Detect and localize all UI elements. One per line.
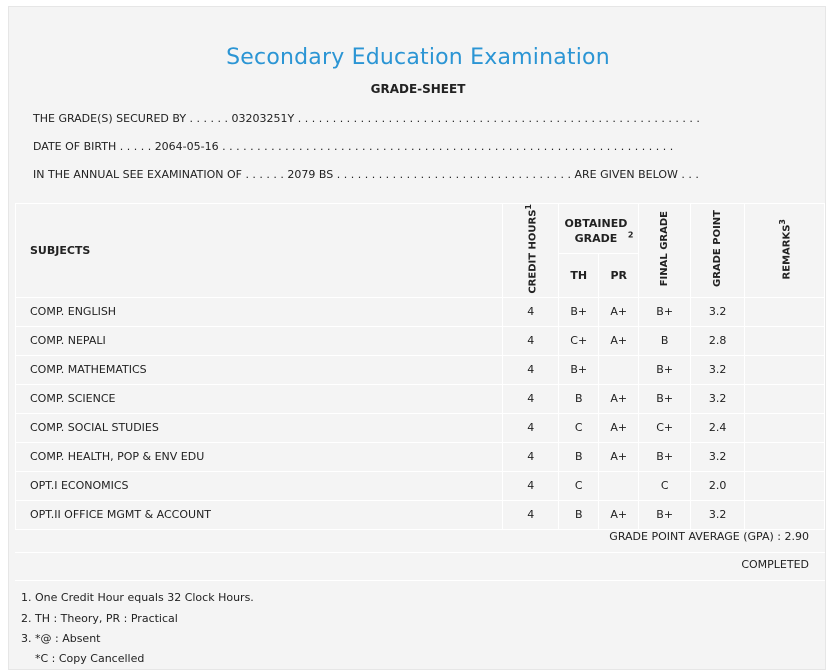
subject-cell: COMP. SOCIAL STUDIES: [16, 413, 503, 442]
pr-grade-cell: A+: [599, 500, 639, 529]
note-1: 1. One Credit Hour equals 32 Clock Hours.: [21, 591, 254, 604]
remarks-cell: [745, 297, 825, 326]
credit-cell: 4: [503, 326, 559, 355]
grade-point-cell: 2.4: [691, 413, 745, 442]
page-subtitle: GRADE-SHEET: [370, 82, 466, 96]
th-grade-cell: B: [559, 500, 599, 529]
dob-value: 2064-05-16: [154, 140, 219, 153]
secured-by-line: [33, 112, 700, 125]
table-row: [16, 326, 825, 355]
pr-grade-cell: A+: [599, 413, 639, 442]
th-grade-cell: B+: [559, 355, 599, 384]
note-3: 3. *@ : Absent: [21, 632, 101, 645]
th-grade-cell: B: [559, 442, 599, 471]
grade-point-cell: 3.2: [691, 442, 745, 471]
final-grade-cell: B: [639, 326, 691, 355]
table-row: [16, 442, 825, 471]
note-4: *C : Copy Cancelled: [35, 652, 145, 665]
grade-point-cell: 2.8: [691, 326, 745, 355]
secured-by-dots: . . . . . . . . . . . . . . . . . . . . . . . . . . . . . . . . . . . . . . . . . . . . . . . . . . . . . . . . . .: [297, 112, 700, 125]
note-2: 2. TH : Theory, PR : Practical: [21, 612, 178, 625]
dob-dots: . . . . . . . . . . . . . . . . . . . . . . . . . . . . . . . . . . . . . . . . . . . . . . . . . . . . . . . . . . . . . . . . .: [222, 140, 674, 153]
subject-cell: OPT.I ECONOMICS: [16, 471, 503, 500]
pr-grade-cell: A+: [599, 297, 639, 326]
divider: [15, 552, 825, 553]
subject-cell: COMP. SCIENCE: [16, 384, 503, 413]
exam-year: 2079 BS: [287, 168, 334, 181]
header-final-text: FINAL GRADE: [659, 211, 671, 287]
credit-cell: 4: [503, 297, 559, 326]
secured-by-label: THE GRADE(S) SECURED BY . . . . . .: [33, 112, 229, 125]
remarks-cell: [745, 384, 825, 413]
final-grade-cell: C: [639, 471, 691, 500]
subject-cell: COMP. NEPALI: [16, 326, 503, 355]
gpa-summary: GRADE POINT AVERAGE (GPA) : 2.90: [609, 530, 809, 543]
exam-line: [33, 168, 699, 181]
th-grade-cell: C: [559, 413, 599, 442]
grade-point-cell: 3.2: [691, 384, 745, 413]
header-final-grade: [639, 204, 691, 298]
grade-point-cell: 3.2: [691, 355, 745, 384]
th-grade-cell: B+: [559, 297, 599, 326]
grades-table: [15, 203, 825, 530]
remarks-cell: [745, 471, 825, 500]
header-obtained-grade: [559, 204, 639, 254]
final-grade-cell: B+: [639, 355, 691, 384]
pr-grade-cell: [599, 355, 639, 384]
header-th: TH: [559, 254, 599, 297]
credit-cell: 4: [503, 442, 559, 471]
final-grade-cell: C+: [639, 413, 691, 442]
header-obtained-text: OBTAINED GRADE: [564, 216, 628, 245]
credit-cell: 4: [503, 384, 559, 413]
remarks-cell: [745, 442, 825, 471]
pr-grade-cell: A+: [599, 384, 639, 413]
pr-grade-cell: A+: [599, 442, 639, 471]
exam-dots: . . . . . . . . . . . . . . . . . . . . . . . . . . . . . . . . . . ARE GIVEN BELOW . . .: [336, 168, 699, 181]
dob-label: DATE OF BIRTH . . . . .: [33, 140, 152, 153]
credit-cell: 4: [503, 471, 559, 500]
credit-cell: 4: [503, 355, 559, 384]
symbol-number: 03203251Y: [231, 112, 295, 125]
grade-point-cell: 3.2: [691, 297, 745, 326]
header-subjects: SUBJECTS: [16, 204, 503, 298]
divider: [15, 580, 825, 581]
exam-label: IN THE ANNUAL SEE EXAMINATION OF . . . . . .: [33, 168, 284, 181]
status-text: COMPLETED: [741, 558, 809, 571]
subject-cell: COMP. ENGLISH: [16, 297, 503, 326]
header-remarks-sup: 3: [777, 218, 787, 225]
remarks-cell: [745, 413, 825, 442]
header-grade-point: [691, 204, 745, 298]
subject-cell: COMP. MATHEMATICS: [16, 355, 503, 384]
th-grade-cell: B: [559, 384, 599, 413]
header-credit-sup: 1: [524, 204, 534, 210]
remarks-cell: [745, 500, 825, 529]
remarks-cell: [745, 355, 825, 384]
credit-cell: 4: [503, 413, 559, 442]
table-row: [16, 500, 825, 529]
header-gp-text: GRADE POINT: [712, 210, 724, 288]
dob-line: [33, 140, 673, 153]
pr-grade-cell: [599, 471, 639, 500]
table-row: [16, 297, 825, 326]
table-row: [16, 413, 825, 442]
th-grade-cell: C+: [559, 326, 599, 355]
header-credit-hours-text: CREDIT HOURS: [527, 209, 539, 294]
pr-grade-cell: A+: [599, 326, 639, 355]
final-grade-cell: B+: [639, 384, 691, 413]
table-row: [16, 384, 825, 413]
page-title: Secondary Education Examination: [226, 45, 610, 70]
final-grade-cell: B+: [639, 442, 691, 471]
remarks-cell: [745, 326, 825, 355]
header-obtained-sup: 2: [627, 230, 634, 240]
grade-point-cell: 2.0: [691, 471, 745, 500]
header-pr: PR: [599, 254, 639, 297]
header-credit-hours: [503, 204, 559, 298]
subject-cell: COMP. HEALTH, POP & ENV EDU: [16, 442, 503, 471]
grade-point-cell: 3.2: [691, 500, 745, 529]
table-row: [16, 471, 825, 500]
credit-cell: 4: [503, 500, 559, 529]
header-remarks-text: REMARKS: [781, 224, 793, 280]
th-grade-cell: C: [559, 471, 599, 500]
grade-sheet: [8, 6, 826, 670]
subject-cell: OPT.II OFFICE MGMT & ACCOUNT: [16, 500, 503, 529]
final-grade-cell: B+: [639, 500, 691, 529]
header-remarks: [745, 204, 825, 298]
final-grade-cell: B+: [639, 297, 691, 326]
table-row: [16, 355, 825, 384]
